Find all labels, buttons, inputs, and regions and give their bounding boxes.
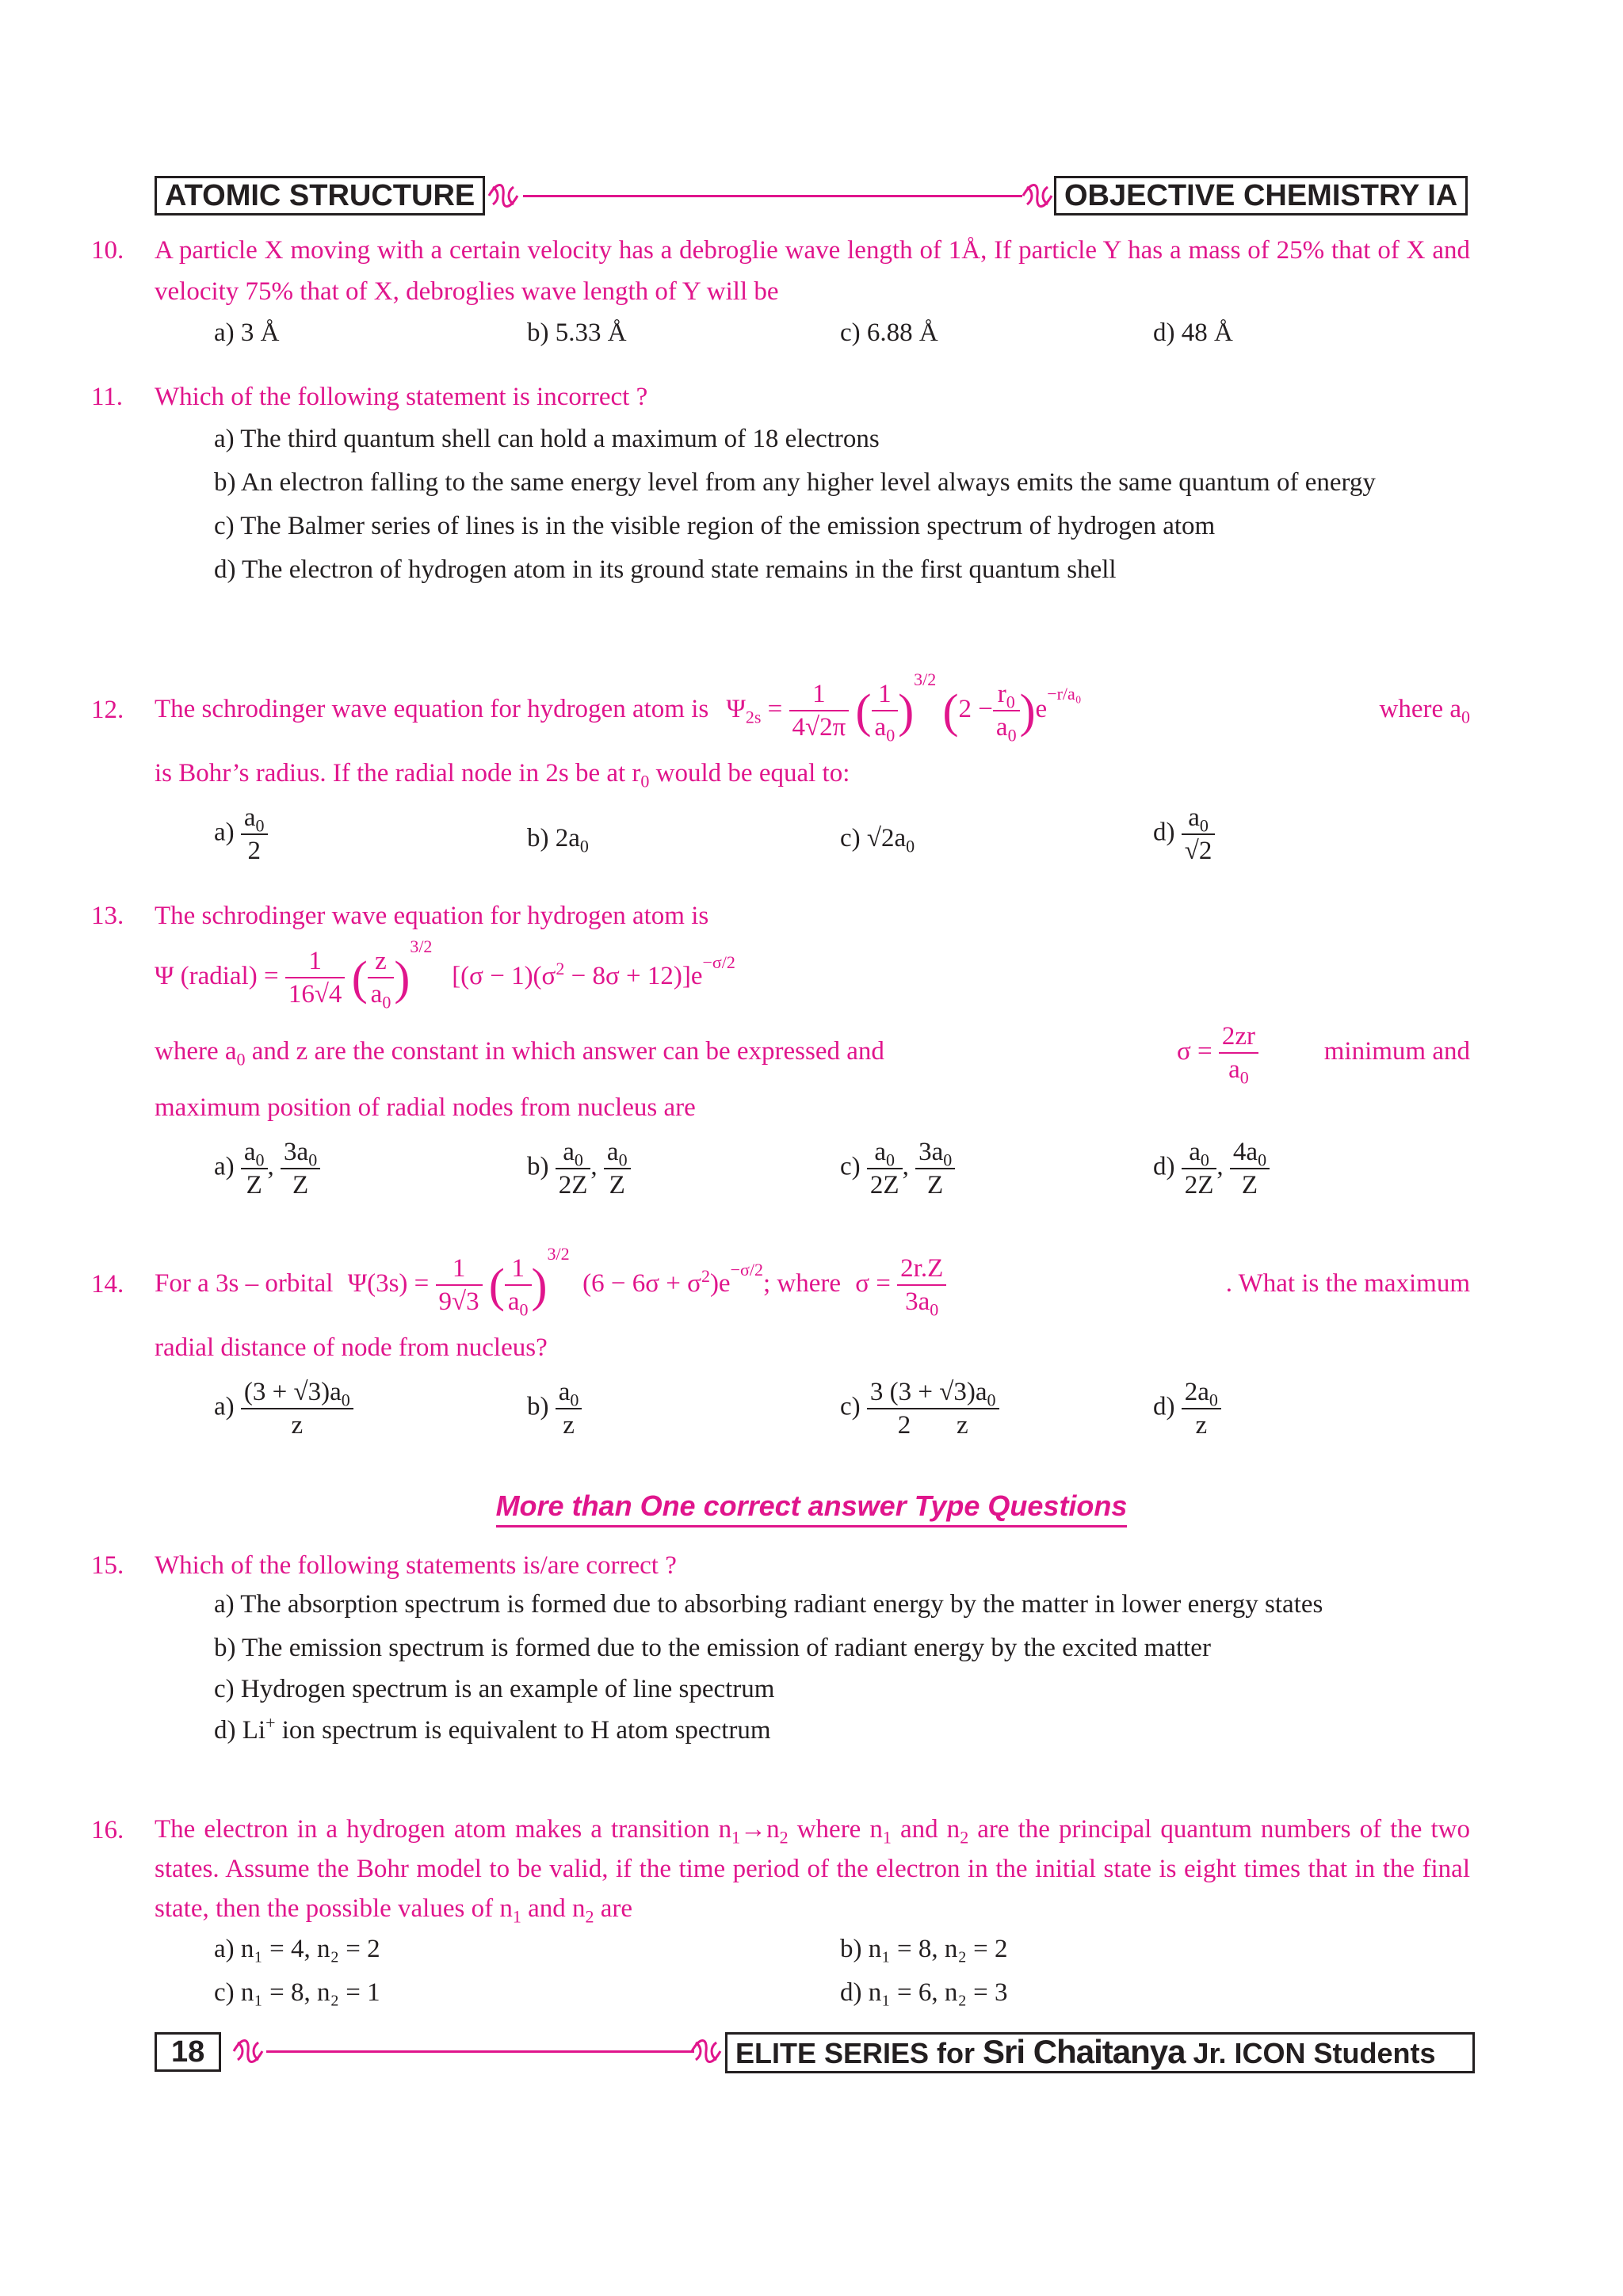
options-row bbox=[155, 1972, 1470, 2016]
option-d-text: ion spectrum is equivalent to H atom spectrum bbox=[275, 1716, 771, 1745]
option-b: b) $\frac{a_0}{2Z}$ , $\frac{a_0}{Z}$ bbox=[527, 1136, 631, 1201]
option-c: c) $\frac{3 (3 + √3)a_0}{2 z}$ bbox=[840, 1376, 999, 1441]
question-text-part: and n bbox=[521, 1894, 586, 1923]
psi-2s-equation: $\Psi_{2s}$ = $\frac{1}{4√2\pi}$ ( $\frac{1}{a_0}$ )$^{3/2}$ (2 − $\frac{r_0}{a_0}$ )$e^{-r/a_0}$ bbox=[726, 669, 1082, 746]
option-b: b) $2a_0$ bbox=[527, 824, 589, 856]
options-row bbox=[155, 1136, 1470, 1215]
question-text: Which of the following statement is incorrect ? bbox=[155, 383, 648, 411]
header-rule bbox=[523, 195, 1022, 197]
section-heading-text: More than One correct answer Type Questions bbox=[496, 1489, 1128, 1527]
sigma-definition: σ = $\frac{2zr}{a_0}$ bbox=[1177, 1016, 1258, 1087]
header-book-title: OBJECTIVE CHEMISTRY IA bbox=[1054, 176, 1468, 215]
floral-ornament-icon bbox=[688, 2033, 724, 2069]
question-text: The schrodinger wave equation for hydrogen atom is bbox=[155, 902, 709, 930]
question-text: . What is the maximum bbox=[1225, 1269, 1470, 1298]
header-chapter-title: ATOMIC STRUCTURE bbox=[155, 176, 485, 215]
option-b: b) $\frac{a_0}{z}$ bbox=[527, 1376, 582, 1441]
question-text: A particle X moving with a certain velocity has a debroglie wave length of 1Å, If particle Y has a mass of 25% that of X and velocity 75% that of X, debroglies wave length of Y will be bbox=[155, 236, 1470, 306]
footer-series-title bbox=[725, 2032, 1475, 2073]
question-text: ; where bbox=[762, 1269, 842, 1298]
question-number: 15. bbox=[91, 1551, 124, 1580]
option-c: c) $√2a_0$ bbox=[840, 824, 915, 856]
option-d: d) $\frac{a_0}{√2}$ bbox=[1153, 802, 1215, 867]
option-b: b) The emission spectrum is formed due to the emission of radiant energy by the excited matter bbox=[214, 1634, 1211, 1662]
question-number: 14. bbox=[91, 1270, 124, 1299]
question-11 bbox=[91, 376, 1470, 592]
question-text: For a 3s – orbital bbox=[155, 1269, 334, 1298]
floral-ornament-icon bbox=[485, 177, 521, 214]
option-b: b) n₁ = 8, n₂ = 2 bbox=[840, 1935, 1008, 1963]
question-text-part: where n bbox=[788, 1815, 883, 1844]
question-text-part: are the principal quantum numbers of the two states. Assume the Bohr model to be valid, if the time period of the electron in the initial state is eight times that in the final state, then the possible values of n bbox=[155, 1815, 1470, 1923]
question-text: where a bbox=[155, 1037, 237, 1066]
question-text-part: are bbox=[594, 1894, 633, 1923]
question-text: and z are the constant in which answer can be expressed and bbox=[245, 1037, 884, 1066]
question-text: is Bohr’s radius. If the radial node in 2s be at r bbox=[155, 759, 641, 788]
option-d: d) Li+ ion spectrum is equivalent to H atom spectrum bbox=[214, 1713, 771, 1745]
option-a: a) The absorption spectrum is formed due to absorbing radiant energy by the matter in lower energy states bbox=[214, 1590, 1323, 1619]
option-a: a) $\frac{a_0}{2}$ bbox=[214, 802, 268, 867]
page-number: 18 bbox=[155, 2032, 221, 2072]
option-c: c) $\frac{a_0}{2Z}$ , $\frac{3a_0}{Z}$ bbox=[840, 1136, 955, 1201]
sigma-definition: σ = $\frac{2r.Z}{3a_0}$ bbox=[855, 1269, 946, 1298]
options-row bbox=[155, 802, 1470, 877]
question-number: 13. bbox=[91, 902, 124, 930]
question-16 bbox=[91, 1810, 1470, 2016]
question-text: The schrodinger wave equation for hydrogen atom is bbox=[155, 695, 709, 723]
option-c: c) Hydrogen spectrum is an example of line spectrum bbox=[214, 1675, 775, 1703]
option-a: a) The third quantum shell can hold a maximum of 18 electrons bbox=[214, 425, 880, 453]
option-b: b) An electron falling to the same energy level from any higher level always emits the same quantum of energy bbox=[214, 468, 1376, 497]
floral-ornament-icon bbox=[230, 2033, 266, 2069]
option-d: d) n₁ = 6, n₂ = 3 bbox=[840, 1978, 1008, 2007]
option-a: a) 3 Å bbox=[214, 318, 280, 347]
footer-rule bbox=[266, 2050, 694, 2053]
option-d: d) $\frac{2a_0}{z}$ bbox=[1153, 1376, 1221, 1441]
question-text: Which of the following statements is/are correct ? bbox=[155, 1551, 677, 1580]
option-d: d) 48 Å bbox=[1153, 318, 1233, 347]
question-13: 13. The schrodinger wave equation for hydrogen atom is Ψ (radial) = $\frac{1}{16√4}$ ( $\frac{z}{a_0}$ )$^{3/2}$ $[(\sigma - 1)(\sigma^2 - 8\sigma + 12)]e^{-\sigma/2}$ where $a_0$ and z are the constant in which answer can be expressed and σ = $\frac{2zr}{a_0}$ minimum and maximum position of radial nodes from nucleus are a) $\frac{a_0}{Z}$ , $\frac{3a_0}{Z}$ b) $\frac{a_0}{2Z}$ , $\frac{a_0}{Z}$ c) $\frac{a_0}{2Z}$ , $\frac{3a_0}{Z}$ d) $\frac{a_0}{2Z}$ , $\frac{4a_0}{Z}$ bbox=[155, 895, 1470, 1215]
options-row bbox=[155, 312, 1470, 360]
question-text: would be equal to: bbox=[649, 759, 850, 788]
question-text: The electron in a hydrogen atom makes a transition $n_1\to n_2$ where $n_1$ and $n_2$ are the principal quantum numbers of the two states. Assume the Bohr model to be valid, if the time period of the electron in the initial state is eight times that in the final state, then the possible values of $n_1$ and $n_2$ are bbox=[155, 1815, 1470, 1927]
option-a: a) n₁ = 4, n₂ = 2 bbox=[214, 1935, 380, 1963]
option-c: c) The Balmer series of lines is in the visible region of the emission spectrum of hydrogen atom bbox=[214, 512, 1216, 540]
question-number: 11. bbox=[91, 383, 124, 411]
question-12: 12. The schrodinger wave equation for hydrogen atom is $\Psi_{2s}$ = $\frac{1}{4√2\pi}$ ( $\frac{1}{a_0}$ )$^{3/2}$ (2 − $\frac{r_0}{a_0}$ )$e^{-r/a_0}$ where $a_0$ is Bohr’s radius. If the radial node in 2s be at $r_0$ would be equal to: a) $\frac{a_0}{2}$ b) $2a_0$ c) $√2a_0$ d) $\frac{a_0}{√2}$ bbox=[155, 666, 1470, 877]
question-number: 10. bbox=[91, 236, 124, 265]
question-text: maximum position of radial nodes from nucleus are bbox=[155, 1093, 696, 1122]
option-d: d) $\frac{a_0}{2Z}$ , $\frac{4a_0}{Z}$ bbox=[1153, 1136, 1270, 1201]
question-text: where a bbox=[1379, 695, 1461, 723]
question-text-part: and n bbox=[891, 1815, 960, 1844]
question-number: 12. bbox=[91, 696, 124, 724]
options-row bbox=[155, 1928, 1470, 1972]
section-heading bbox=[0, 1489, 1623, 1523]
footer-brand: Sri Chaitanya bbox=[983, 2033, 1186, 2070]
psi-3s-equation: Ψ(3s) = $\frac{1}{9√3}$ ( $\frac{1}{a_0}$ )$^{3/2}$ $(6 - 6\sigma + \sigma^2)e^{-\sigma/2}$ bbox=[347, 1244, 763, 1321]
footer-suffix: Jr. ICON Students bbox=[1185, 2037, 1436, 2069]
option-a: a) $\frac{(3 + √3)a_0}{z}$ bbox=[214, 1376, 353, 1441]
question-text: radial distance of node from nucleus? bbox=[155, 1333, 548, 1362]
question-number: 16. bbox=[91, 1816, 124, 1844]
question-text: minimum and bbox=[1323, 1037, 1470, 1066]
option-a: a) $\frac{a_0}{Z}$ , $\frac{3a_0}{Z}$ bbox=[214, 1136, 320, 1201]
question-14 bbox=[91, 1240, 1470, 1455]
question-10 bbox=[91, 230, 1470, 360]
option-d-prefix: d) Li bbox=[214, 1716, 266, 1745]
floral-ornament-icon bbox=[1019, 177, 1056, 214]
option-c: c) n₁ = 8, n₂ = 1 bbox=[214, 1978, 380, 2007]
psi-radial-equation: Ψ (radial) = $\frac{1}{16√4}$ ( $\frac{z}{a_0}$ )$^{3/2}$ $[(\sigma - 1)(\sigma^2 - 8\sigma + 12)]e^{-\sigma/2}$ bbox=[155, 936, 735, 1013]
question-text-part: The electron in a hydrogen atom makes a transition n bbox=[155, 1815, 732, 1844]
footer-prefix: ELITE SERIES for bbox=[735, 2037, 983, 2069]
question-15 bbox=[91, 1545, 1470, 1751]
option-c: c) 6.88 Å bbox=[840, 318, 938, 347]
option-b: b) 5.33 Å bbox=[527, 318, 627, 347]
options-row bbox=[155, 1376, 1470, 1455]
option-d: d) The electron of hydrogen atom in its ground state remains in the first quantum shell bbox=[214, 555, 1117, 584]
